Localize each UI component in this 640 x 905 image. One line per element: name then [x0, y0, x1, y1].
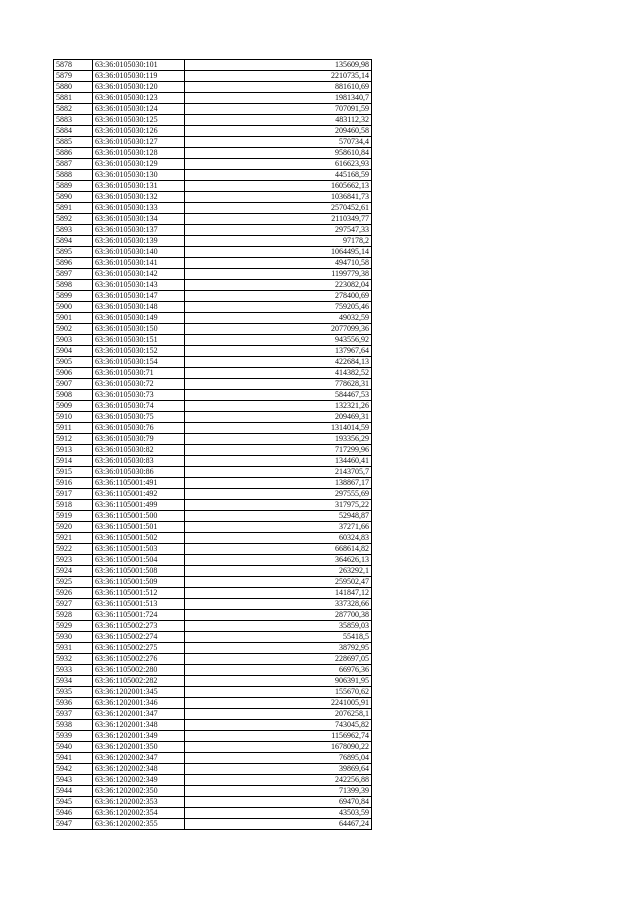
table-row [54, 335, 372, 346]
cadastral-number: 63:36:0105030:150 [93, 324, 185, 335]
row-number: 5943 [54, 775, 93, 786]
cadastral-number: 63:36:0105030:73 [93, 390, 185, 401]
cadastral-number: 63:36:0105030:128 [93, 148, 185, 159]
cadastral-value: 2210735,14 [185, 71, 372, 82]
cadastral-number: 63:36:0105030:119 [93, 71, 185, 82]
cadastral-number: 63:36:0105030:139 [93, 236, 185, 247]
table-row [54, 126, 372, 137]
cadastral-value: 242256,88 [185, 775, 372, 786]
row-number: 5934 [54, 676, 93, 687]
table-row [54, 115, 372, 126]
cadastral-number: 63:36:0105030:147 [93, 291, 185, 302]
table-row [54, 698, 372, 709]
cadastral-value: 135609,98 [185, 60, 372, 71]
row-number: 5923 [54, 555, 93, 566]
row-number: 5916 [54, 478, 93, 489]
cadastral-number: 63:36:1202002:348 [93, 764, 185, 775]
cadastral-number: 63:36:0105030:101 [93, 60, 185, 71]
table-row [54, 269, 372, 280]
table-row [54, 60, 372, 71]
cadastral-value: 35859,03 [185, 621, 372, 632]
table-row [54, 401, 372, 412]
table-row [54, 654, 372, 665]
cadastral-number: 63:36:0105030:75 [93, 412, 185, 423]
cadastral-value: 1605662,13 [185, 181, 372, 192]
cadastral-number: 63:36:0105030:154 [93, 357, 185, 368]
cadastral-value: 584467,53 [185, 390, 372, 401]
table-row [54, 159, 372, 170]
row-number: 5922 [54, 544, 93, 555]
cadastral-number: 63:36:1202001:345 [93, 687, 185, 698]
table-row [54, 368, 372, 379]
cadastral-number: 63:36:1105001:513 [93, 599, 185, 610]
cadastral-number: 63:36:0105030:137 [93, 225, 185, 236]
cadastral-value: 1036841,73 [185, 192, 372, 203]
cadastral-value: 297555,69 [185, 489, 372, 500]
cadastral-value: 52948,87 [185, 511, 372, 522]
row-number: 5891 [54, 203, 93, 214]
table-row [54, 621, 372, 632]
row-number: 5938 [54, 720, 93, 731]
row-number: 5903 [54, 335, 93, 346]
cadastral-value: 494710,58 [185, 258, 372, 269]
row-number: 5927 [54, 599, 93, 610]
table-row [54, 808, 372, 819]
cadastral-value: 49032,59 [185, 313, 372, 324]
table-row [54, 665, 372, 676]
row-number: 5878 [54, 60, 93, 71]
row-number: 5911 [54, 423, 93, 434]
table-row [54, 720, 372, 731]
cadastral-value: 43503,59 [185, 808, 372, 819]
cadastral-number: 63:36:0105030:126 [93, 126, 185, 137]
cadastral-number: 63:36:0105030:142 [93, 269, 185, 280]
table-row [54, 214, 372, 225]
cadastral-value: 263292,1 [185, 566, 372, 577]
cadastral-number: 63:36:0105030:151 [93, 335, 185, 346]
table-row [54, 764, 372, 775]
table-row [54, 434, 372, 445]
cadastral-value: 668614,82 [185, 544, 372, 555]
row-number: 5905 [54, 357, 93, 368]
cadastral-number: 63:36:0105030:140 [93, 247, 185, 258]
cadastral-value: 1064495,14 [185, 247, 372, 258]
row-number: 5912 [54, 434, 93, 445]
cadastral-value: 193356,29 [185, 434, 372, 445]
cadastral-number: 63:36:0105030:143 [93, 280, 185, 291]
cadastral-number: 63:36:1105001:502 [93, 533, 185, 544]
table-row [54, 148, 372, 159]
row-number: 5918 [54, 500, 93, 511]
cadastral-value: 132321,26 [185, 401, 372, 412]
row-number: 5906 [54, 368, 93, 379]
cadastral-value: 137967,64 [185, 346, 372, 357]
row-number: 5915 [54, 467, 93, 478]
cadastral-number: 63:36:1105001:509 [93, 577, 185, 588]
cadastral-value: 209469,31 [185, 412, 372, 423]
row-number: 5883 [54, 115, 93, 126]
cadastral-number: 63:36:1105002:276 [93, 654, 185, 665]
cadastral-value: 778628,31 [185, 379, 372, 390]
cadastral-number: 63:36:0105030:152 [93, 346, 185, 357]
table-row [54, 632, 372, 643]
row-number: 5879 [54, 71, 93, 82]
row-number: 5888 [54, 170, 93, 181]
cadastral-value: 1314014,59 [185, 423, 372, 434]
cadastral-value: 743045,82 [185, 720, 372, 731]
row-number: 5909 [54, 401, 93, 412]
cadastral-number: 63:36:1105001:724 [93, 610, 185, 621]
table-row [54, 500, 372, 511]
table-row [54, 170, 372, 181]
row-number: 5908 [54, 390, 93, 401]
table-row [54, 786, 372, 797]
row-number: 5932 [54, 654, 93, 665]
cadastral-number: 63:36:1202001:348 [93, 720, 185, 731]
row-number: 5944 [54, 786, 93, 797]
table-row [54, 357, 372, 368]
cadastral-value: 422684,13 [185, 357, 372, 368]
cadastral-value: 943556,92 [185, 335, 372, 346]
row-number: 5935 [54, 687, 93, 698]
cadastral-value: 1678090,22 [185, 742, 372, 753]
cadastral-number: 63:36:0105030:134 [93, 214, 185, 225]
cadastral-value: 69470,84 [185, 797, 372, 808]
row-number: 5895 [54, 247, 93, 258]
row-number: 5884 [54, 126, 93, 137]
row-number: 5893 [54, 225, 93, 236]
cadastral-number: 63:36:0105030:148 [93, 302, 185, 313]
cadastral-value: 60324,83 [185, 533, 372, 544]
table-row [54, 423, 372, 434]
cadastral-value: 1199779,38 [185, 269, 372, 280]
cadastral-value: 55418,5 [185, 632, 372, 643]
cadastral-number: 63:36:1202001:349 [93, 731, 185, 742]
cadastral-value: 483112,32 [185, 115, 372, 126]
cadastral-value: 97178,2 [185, 236, 372, 247]
table-row [54, 456, 372, 467]
table-row [54, 467, 372, 478]
cadastral-value: 2570452,61 [185, 203, 372, 214]
row-number: 5889 [54, 181, 93, 192]
cadastral-value: 64467,24 [185, 819, 372, 830]
cadastral-number: 63:36:1202002:349 [93, 775, 185, 786]
cadastral-number: 63:36:0105030:132 [93, 192, 185, 203]
row-number: 5890 [54, 192, 93, 203]
table-row [54, 324, 372, 335]
cadastral-number: 63:36:1105001:492 [93, 489, 185, 500]
cadastral-value-table [53, 59, 372, 830]
table-row [54, 489, 372, 500]
table-row [54, 522, 372, 533]
cadastral-value: 414382,52 [185, 368, 372, 379]
cadastral-number: 63:36:1105002:275 [93, 643, 185, 654]
row-number: 5937 [54, 709, 93, 720]
cadastral-value: 337328,66 [185, 599, 372, 610]
cadastral-value: 906391,95 [185, 676, 372, 687]
cadastral-value: 39869,64 [185, 764, 372, 775]
cadastral-value: 958610,84 [185, 148, 372, 159]
row-number: 5896 [54, 258, 93, 269]
row-number: 5925 [54, 577, 93, 588]
cadastral-value: 223082,04 [185, 280, 372, 291]
table-row [54, 797, 372, 808]
cadastral-number: 63:36:1105002:273 [93, 621, 185, 632]
row-number: 5887 [54, 159, 93, 170]
row-number: 5933 [54, 665, 93, 676]
row-number: 5886 [54, 148, 93, 159]
table-row [54, 181, 372, 192]
cadastral-number: 63:36:0105030:141 [93, 258, 185, 269]
cadastral-value: 297547,33 [185, 225, 372, 236]
cadastral-value: 228697,05 [185, 654, 372, 665]
table-row [54, 533, 372, 544]
cadastral-number: 63:36:1105002:274 [93, 632, 185, 643]
cadastral-number: 63:36:1105002:280 [93, 665, 185, 676]
row-number: 5929 [54, 621, 93, 632]
table-row [54, 280, 372, 291]
table-row [54, 610, 372, 621]
table-row [54, 412, 372, 423]
table-row [54, 346, 372, 357]
cadastral-number: 63:36:1202002:353 [93, 797, 185, 808]
table-row [54, 379, 372, 390]
table-row [54, 687, 372, 698]
cadastral-number: 63:36:0105030:127 [93, 137, 185, 148]
table-row [54, 753, 372, 764]
cadastral-value: 209460,58 [185, 126, 372, 137]
cadastral-value: 616623,93 [185, 159, 372, 170]
table-row [54, 192, 372, 203]
cadastral-value: 138867,17 [185, 478, 372, 489]
row-number: 5894 [54, 236, 93, 247]
cadastral-value: 278400,69 [185, 291, 372, 302]
cadastral-number: 63:36:1202001:346 [93, 698, 185, 709]
cadastral-number: 63:36:0105030:124 [93, 104, 185, 115]
cadastral-value: 287700,38 [185, 610, 372, 621]
cadastral-value: 2110349,77 [185, 214, 372, 225]
cadastral-number: 63:36:0105030:86 [93, 467, 185, 478]
cadastral-number: 63:36:1105001:491 [93, 478, 185, 489]
table-row [54, 599, 372, 610]
row-number: 5882 [54, 104, 93, 115]
table-row [54, 555, 372, 566]
row-number: 5898 [54, 280, 93, 291]
row-number: 5924 [54, 566, 93, 577]
cadastral-number: 63:36:0105030:131 [93, 181, 185, 192]
cadastral-value: 717299,96 [185, 445, 372, 456]
row-number: 5917 [54, 489, 93, 500]
cadastral-value: 141847,12 [185, 588, 372, 599]
cadastral-number: 63:36:1202002:350 [93, 786, 185, 797]
table-row [54, 137, 372, 148]
table-row [54, 258, 372, 269]
row-number: 5880 [54, 82, 93, 93]
cadastral-number: 63:36:0105030:129 [93, 159, 185, 170]
table-row [54, 225, 372, 236]
table-row [54, 236, 372, 247]
row-number: 5897 [54, 269, 93, 280]
cadastral-number: 63:36:1202002:355 [93, 819, 185, 830]
cadastral-number: 63:36:1105001:504 [93, 555, 185, 566]
table-row [54, 709, 372, 720]
table-row [54, 291, 372, 302]
row-number: 5930 [54, 632, 93, 643]
row-number: 5928 [54, 610, 93, 621]
row-number: 5907 [54, 379, 93, 390]
table-row [54, 445, 372, 456]
row-number: 5885 [54, 137, 93, 148]
cadastral-value: 1156962,74 [185, 731, 372, 742]
cadastral-number: 63:36:0105030:123 [93, 93, 185, 104]
cadastral-number: 63:36:0105030:71 [93, 368, 185, 379]
cadastral-value: 66976,36 [185, 665, 372, 676]
cadastral-number: 63:36:0105030:82 [93, 445, 185, 456]
cadastral-value: 1981340,7 [185, 93, 372, 104]
row-number: 5902 [54, 324, 93, 335]
cadastral-value: 570734,4 [185, 137, 372, 148]
cadastral-number: 63:36:1105001:503 [93, 544, 185, 555]
row-number: 5910 [54, 412, 93, 423]
cadastral-number: 63:36:1202001:347 [93, 709, 185, 720]
row-number: 5892 [54, 214, 93, 225]
table-row [54, 247, 372, 258]
table-row [54, 104, 372, 115]
cadastral-number: 63:36:0105030:74 [93, 401, 185, 412]
table-row [54, 302, 372, 313]
cadastral-number: 63:36:0105030:72 [93, 379, 185, 390]
row-number: 5945 [54, 797, 93, 808]
cadastral-number: 63:36:1105002:282 [93, 676, 185, 687]
row-number: 5946 [54, 808, 93, 819]
table-row [54, 731, 372, 742]
row-number: 5921 [54, 533, 93, 544]
cadastral-value: 38792,95 [185, 643, 372, 654]
cadastral-value: 2077099,36 [185, 324, 372, 335]
row-number: 5899 [54, 291, 93, 302]
table-row [54, 313, 372, 324]
row-number: 5914 [54, 456, 93, 467]
table-row [54, 93, 372, 104]
cadastral-number: 63:36:1105001:508 [93, 566, 185, 577]
cadastral-value: 364626,13 [185, 555, 372, 566]
table-row [54, 775, 372, 786]
cadastral-number: 63:36:1105001:501 [93, 522, 185, 533]
table-row [54, 71, 372, 82]
table-row [54, 588, 372, 599]
table-row [54, 390, 372, 401]
row-number: 5936 [54, 698, 93, 709]
row-number: 5940 [54, 742, 93, 753]
cadastral-number: 63:36:1105001:512 [93, 588, 185, 599]
table-row [54, 819, 372, 830]
cadastral-number: 63:36:0105030:120 [93, 82, 185, 93]
table-row [54, 203, 372, 214]
row-number: 5939 [54, 731, 93, 742]
row-number: 5913 [54, 445, 93, 456]
row-number: 5926 [54, 588, 93, 599]
cadastral-number: 63:36:1105001:499 [93, 500, 185, 511]
cadastral-number: 63:36:0105030:149 [93, 313, 185, 324]
cadastral-value: 2143705,7 [185, 467, 372, 478]
cadastral-value: 707091,59 [185, 104, 372, 115]
cadastral-number: 63:36:0105030:133 [93, 203, 185, 214]
row-number: 5941 [54, 753, 93, 764]
cadastral-number: 63:36:0105030:76 [93, 423, 185, 434]
table-body [54, 60, 372, 830]
table-row [54, 643, 372, 654]
cadastral-value: 134460,41 [185, 456, 372, 467]
row-number: 5919 [54, 511, 93, 522]
row-number: 5881 [54, 93, 93, 104]
row-number: 5904 [54, 346, 93, 357]
cadastral-value: 71399,39 [185, 786, 372, 797]
table-row [54, 82, 372, 93]
cadastral-value: 76895,04 [185, 753, 372, 764]
cadastral-number: 63:36:0105030:83 [93, 456, 185, 467]
cadastral-value: 155670,62 [185, 687, 372, 698]
row-number: 5942 [54, 764, 93, 775]
cadastral-value: 759205,46 [185, 302, 372, 313]
cadastral-number: 63:36:0105030:79 [93, 434, 185, 445]
table-row [54, 676, 372, 687]
cadastral-number: 63:36:0105030:125 [93, 115, 185, 126]
table-row [54, 511, 372, 522]
table-row [54, 544, 372, 555]
cadastral-value: 317975,22 [185, 500, 372, 511]
row-number: 5920 [54, 522, 93, 533]
table-row [54, 577, 372, 588]
table-row [54, 478, 372, 489]
row-number: 5947 [54, 819, 93, 830]
cadastral-number: 63:36:0105030:130 [93, 170, 185, 181]
cadastral-value: 881610,69 [185, 82, 372, 93]
cadastral-value: 2241005,91 [185, 698, 372, 709]
table-row [54, 742, 372, 753]
cadastral-value: 445168,59 [185, 170, 372, 181]
row-number: 5931 [54, 643, 93, 654]
cadastral-value: 259502,47 [185, 577, 372, 588]
cadastral-number: 63:36:1105001:500 [93, 511, 185, 522]
cadastral-value: 2076258,1 [185, 709, 372, 720]
table-row [54, 566, 372, 577]
cadastral-number: 63:36:1202001:350 [93, 742, 185, 753]
cadastral-number: 63:36:1202002:354 [93, 808, 185, 819]
row-number: 5900 [54, 302, 93, 313]
row-number: 5901 [54, 313, 93, 324]
cadastral-value: 37271,66 [185, 522, 372, 533]
cadastral-number: 63:36:1202002:347 [93, 753, 185, 764]
